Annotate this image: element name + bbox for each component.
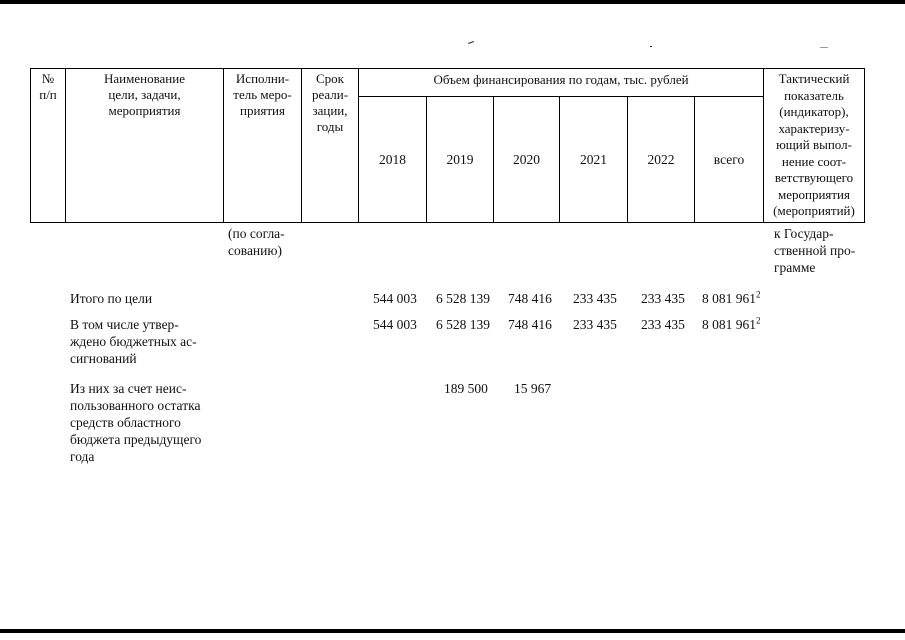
indicator-continuation: к Государ- ственной про- грамме: [774, 226, 856, 275]
top-border-rule: [0, 0, 905, 4]
scan-speck: [468, 41, 474, 44]
cell-2018: 544 003: [373, 291, 417, 306]
footnote-ref: 2: [756, 315, 761, 326]
cell-total: 8 081 $961^2$: [702, 289, 761, 306]
header-indicator: Тактический показатель (индикатор), характеризу- ющий выпол- нение соот- ветствующего мероприятия (мероприятий): [764, 69, 865, 223]
header-year-2021: 2021: [560, 97, 628, 223]
header-year-2018: 2018: [359, 97, 427, 223]
header-term: Срок реали- зации, годы: [302, 69, 359, 223]
bottom-border-rule: [0, 629, 905, 633]
cell-2022: 233 435: [641, 317, 685, 332]
cell-2019: 189 500: [444, 381, 488, 396]
cell-total: 8 081 $961^2$: [702, 315, 761, 332]
cell-2022: 233 435: [641, 291, 685, 306]
header-executor: Исполни- тель меро- приятия: [224, 69, 302, 223]
cell-2018: 544 003: [373, 317, 417, 332]
cell-2019: 6 528 139: [436, 291, 490, 306]
row-label: Итого по цели: [70, 291, 153, 306]
cell-2020: 15 967: [514, 381, 552, 396]
cell-2021: 233 435: [573, 291, 617, 306]
header-name: Наименование цели, задачи, мероприятия: [66, 69, 224, 223]
header-table: [30, 68, 865, 223]
header-year-2019: 2019: [427, 97, 494, 223]
header-total: всего: [695, 97, 764, 223]
footnote-ref: 2: [756, 289, 761, 300]
cell-2019: 6 528 139: [436, 317, 490, 332]
cell-2021: 233 435: [573, 317, 617, 332]
cell-2020: 748 416: [508, 317, 552, 332]
header-year-2022: 2022: [628, 97, 695, 223]
row-label: Из них за счет неис- пользованного остатка средств областного бюджета предыдущего года: [70, 381, 202, 464]
header-year-2020: 2020: [494, 97, 560, 223]
row-label: В том числе утвер- ждено бюджетных ас- сигнований: [70, 317, 197, 366]
scan-speck: [820, 47, 828, 48]
cell-2020: 748 416: [508, 291, 552, 306]
executor-continuation: (по согла- сованию): [228, 226, 285, 258]
scan-speck: [650, 46, 652, 47]
header-num: № п/п: [31, 69, 66, 223]
header-financing: Объем финансирования по годам, тыс. рублей: [359, 69, 764, 97]
